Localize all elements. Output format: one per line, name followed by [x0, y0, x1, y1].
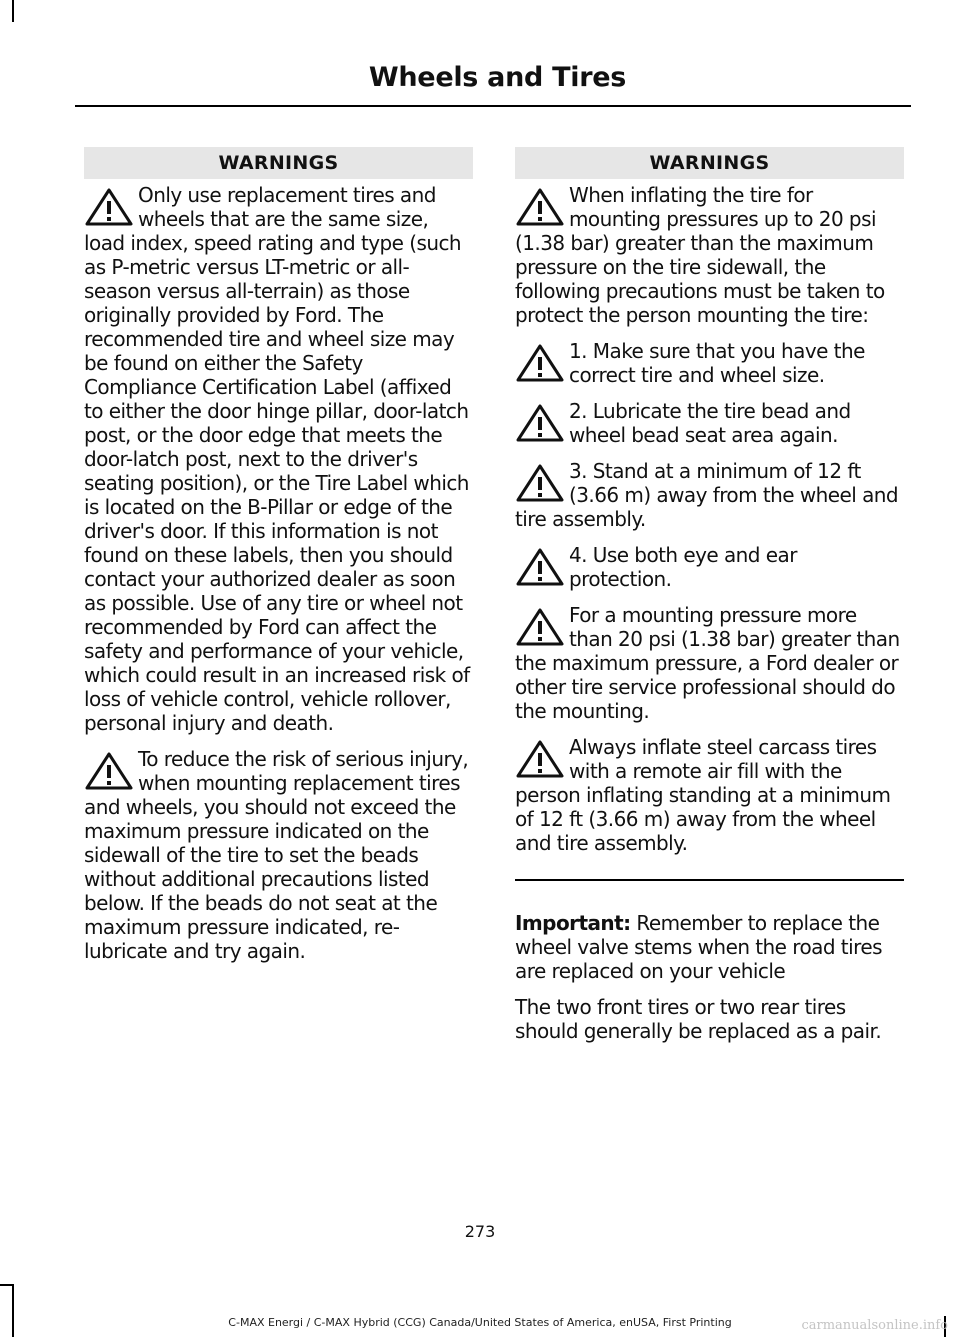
- warning-item: [515, 339, 904, 387]
- warning-text: Only use replacement tires and wheels that are the same size, load index, speed rating and type (such as P-metric versus LT-metric or all-season versus all-terrain) as those originally provided by Ford. The recommended tire and wheel size may be found on either the Safety Compliance Certification Label (affixed to either the door hinge pillar, door-latch post, or the door edge that meets the door-latch post, next to the driver's seating position), or the Tire Label which is located on the B-Pillar or edge of the driver's door. If this information is not found on these labels, then you should contact your authorized dealer as soon as possible. Use of any tire or wheel not recommended by Ford can affect the safety and performance of your vehicle, which could result in an increased risk of loss of vehicle control, vehicle rollover, personal injury and death.: [84, 183, 470, 735]
- warning-text: For a mounting pressure more than 20 psi (1.38 bar) greater than the maximum pressure, a Ford dealer or other tire service professional should do the mounting.: [515, 603, 900, 723]
- warnings-heading: WARNINGS: [515, 147, 904, 179]
- warning-item: [515, 459, 904, 531]
- page-title: Wheels and Tires: [368, 62, 626, 93]
- section-divider: [515, 879, 904, 881]
- left-column: [84, 147, 473, 975]
- warning-item: [84, 747, 473, 963]
- warning-text: Always inflate steel carcass tires with a remote air fill with the person inflating standing at a minimum of 12 ft (3.66 m) away from the wheel and tire assembly.: [515, 735, 891, 855]
- important-text: Remember to replace the wheel valve stems when the road tires are replaced on your vehicle: [515, 911, 882, 983]
- warning-text: To reduce the risk of serious injury, when mounting replacement tires and wheels, you should not exceed the maximum pressure indicated on the sidewall of the tire to set the beads without additional precautions listed below. If the beads do not seat at the maximum pressure indicated, re-lubricate and try again.: [84, 747, 469, 963]
- watermark: carmanualsonline.info: [801, 1318, 948, 1333]
- warning-triangle-icon: [84, 187, 134, 229]
- warning-item: [515, 543, 904, 591]
- warning-triangle-icon: [515, 547, 565, 589]
- warning-triangle-icon: [515, 463, 565, 505]
- crop-mark-top-left: [12, 0, 14, 22]
- warning-text: When inflating the tire for mounting pressures up to 20 psi (1.38 bar) greater than the maximum pressure on the tire sidewall, the following precautions must be taken to protect the person mounting the tire:: [515, 183, 885, 327]
- warning-item: [515, 399, 904, 447]
- warning-text: 4. Use both eye and ear protection.: [569, 543, 797, 591]
- warning-text: 1. Make sure that you have the correct tire and wheel size.: [569, 339, 865, 387]
- warning-text: 2. Lubricate the tire bead and wheel bead seat area again.: [569, 399, 851, 447]
- header-divider: [75, 105, 911, 107]
- warning-item: [84, 183, 473, 735]
- crop-mark-bottom-left-h: [0, 1284, 14, 1286]
- important-note: [515, 911, 904, 983]
- warning-item: [515, 183, 904, 327]
- warning-item: [515, 603, 904, 723]
- warning-triangle-icon: [515, 607, 565, 649]
- important-label: Important:: [515, 911, 631, 935]
- warning-triangle-icon: [515, 343, 565, 385]
- crop-mark-bottom-left: [12, 1284, 14, 1337]
- warning-triangle-icon: [515, 187, 565, 229]
- page-number: 273: [464, 1222, 496, 1241]
- warning-triangle-icon: [515, 403, 565, 445]
- footer-text: C-MAX Energi / C-MAX Hybrid (CCG) Canada/United States of America, enUSA, First Printing: [228, 1316, 732, 1329]
- warnings-heading: WARNINGS: [84, 147, 473, 179]
- warning-item: [515, 735, 904, 855]
- warning-triangle-icon: [84, 751, 134, 793]
- body-paragraph: The two front tires or two rear tires should generally be replaced as a pair.: [515, 995, 882, 1043]
- warning-text: 3. Stand at a minimum of 12 ft (3.66 m) away from the wheel and tire assembly.: [515, 459, 899, 531]
- right-column: [515, 147, 904, 1055]
- warning-triangle-icon: [515, 739, 565, 781]
